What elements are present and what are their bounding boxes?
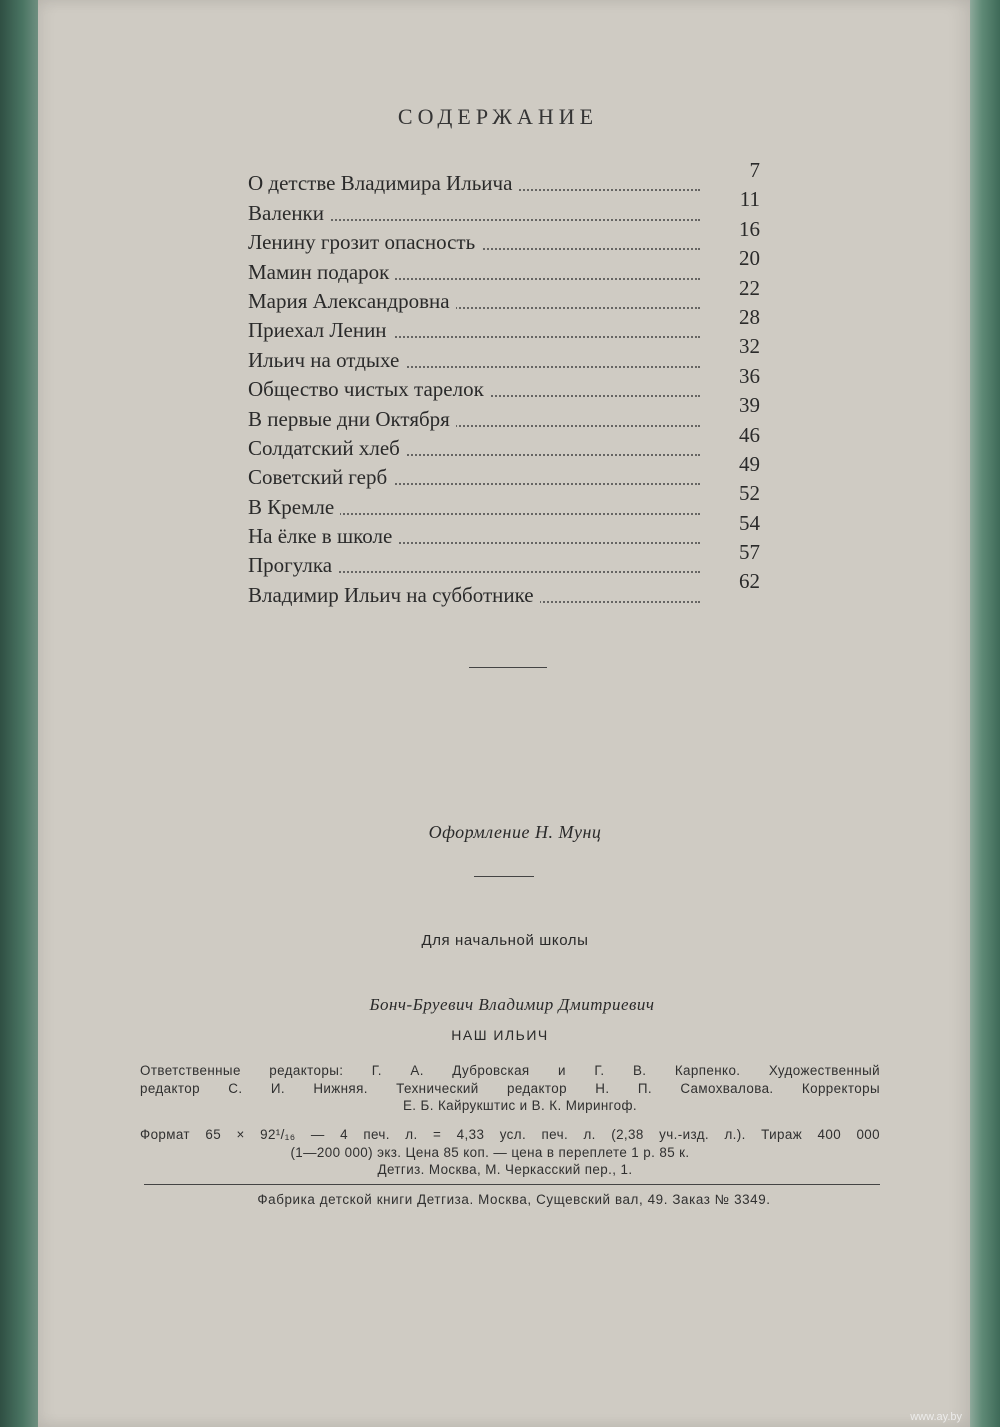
author-name: Бонч-Бруевич Владимир Дмитриевич <box>369 995 655 1014</box>
toc-entry-title: Мария Александровна <box>248 289 456 313</box>
toc-entry <box>248 275 760 313</box>
toc-entry <box>248 481 760 519</box>
toc-entry-page: 52 <box>700 481 760 506</box>
toc-entry <box>248 158 760 196</box>
book-title: НАШ ИЛЬИЧ <box>451 1027 549 1043</box>
toc-entry <box>248 304 760 343</box>
toc-entry-page: 57 <box>700 540 760 565</box>
watermark: www.ay.by <box>910 1411 962 1423</box>
toc-heading: СОДЕРЖАНИЕ <box>397 104 599 129</box>
toc-entry <box>248 216 760 255</box>
toc-entry-title: В первые дни Октября <box>248 407 456 431</box>
book-cover-edge <box>970 0 1000 1427</box>
format-line-1: Формат 65 × 92¹/₁₆ — 4 печ. л. = 4,33 усл. печ. л. (2,38 уч.-изд. л.). Тираж 400 000 <box>140 1127 880 1142</box>
toc-entry-page: 11 <box>700 187 760 212</box>
toc-entry-page: 39 <box>700 393 760 418</box>
printer-line: Фабрика детской книги Детгиза. Москва, Сущевский вал, 49. Заказ № 3349. <box>257 1192 771 1207</box>
format-line-3: Детгиз. Москва, М. Черкасский пер., 1. <box>377 1162 633 1177</box>
toc-entry-title: Валенки <box>248 201 330 225</box>
editors-line-1: Ответственные редакторы: Г. А. Дубровская и Г. В. Карпенко. Художественный <box>140 1063 880 1078</box>
toc-entry-title: На ёлке в школе <box>248 524 398 548</box>
toc-entry <box>248 510 760 549</box>
toc-entry-page: 54 <box>700 511 760 536</box>
toc-entry-page: 16 <box>700 217 760 242</box>
editors-line-2: редактор С. И. Нижняя. Технический редактор Н. П. Самохвалова. Корректоры <box>140 1080 880 1096</box>
divider-top <box>469 667 547 668</box>
toc-entry-title: Советский герб <box>248 465 393 489</box>
toc-entry-title: Ильич на отдыхе <box>248 348 405 372</box>
toc-entry <box>248 334 760 372</box>
toc-entry-page: 32 <box>700 334 760 359</box>
toc-entry-page: 49 <box>700 452 760 477</box>
divider-middle <box>474 876 534 877</box>
toc-entry-title: Приехал Ленин <box>248 318 393 342</box>
toc-entry <box>248 187 760 225</box>
format-line-2: (1—200 000) экз. Цена 85 коп. — цена в переплете 1 р. 85 к. <box>290 1144 690 1160</box>
book-spine <box>0 0 38 1427</box>
toc-entry-page: 36 <box>700 364 760 389</box>
toc-entry-title: Солдатский хлеб <box>248 436 406 460</box>
toc-entry <box>248 422 760 460</box>
toc-entry-title: В Кремле <box>248 495 340 519</box>
toc-entry <box>248 569 760 607</box>
toc-entry-page: 7 <box>700 158 760 183</box>
toc-entry-page: 20 <box>700 246 760 271</box>
toc-entry-page: 22 <box>700 276 760 301</box>
design-credit: Оформление Н. Мунц <box>428 822 602 842</box>
toc-entry-page: 62 <box>700 569 760 594</box>
toc-entry-title: Ленину грозит опасность <box>248 230 481 254</box>
toc-entry <box>248 246 760 284</box>
toc-entry-title: Прогулка <box>248 553 338 577</box>
table-of-contents <box>248 158 760 607</box>
toc-entry-title: О детстве Владимира Ильича <box>248 171 518 195</box>
toc-entry <box>248 393 760 431</box>
toc-entry-page: 46 <box>700 423 760 448</box>
toc-entry <box>248 540 760 578</box>
toc-entry <box>248 363 760 402</box>
format-block <box>140 1126 880 1179</box>
toc-entry-page: 28 <box>700 305 760 330</box>
audience-note: Для начальной школы <box>421 932 589 949</box>
divider-bottom <box>144 1184 880 1185</box>
toc-entry <box>248 451 760 490</box>
toc-entry-title: Мамин подарок <box>248 260 395 284</box>
toc-entry-title: Общество чистых тарелок <box>248 377 490 401</box>
editors-block <box>140 1062 880 1115</box>
toc-entry-title: Владимир Ильич на субботнике <box>248 583 540 607</box>
editors-line-3: Е. Б. Кайрукштис и В. К. Мирингоф. <box>402 1098 638 1113</box>
